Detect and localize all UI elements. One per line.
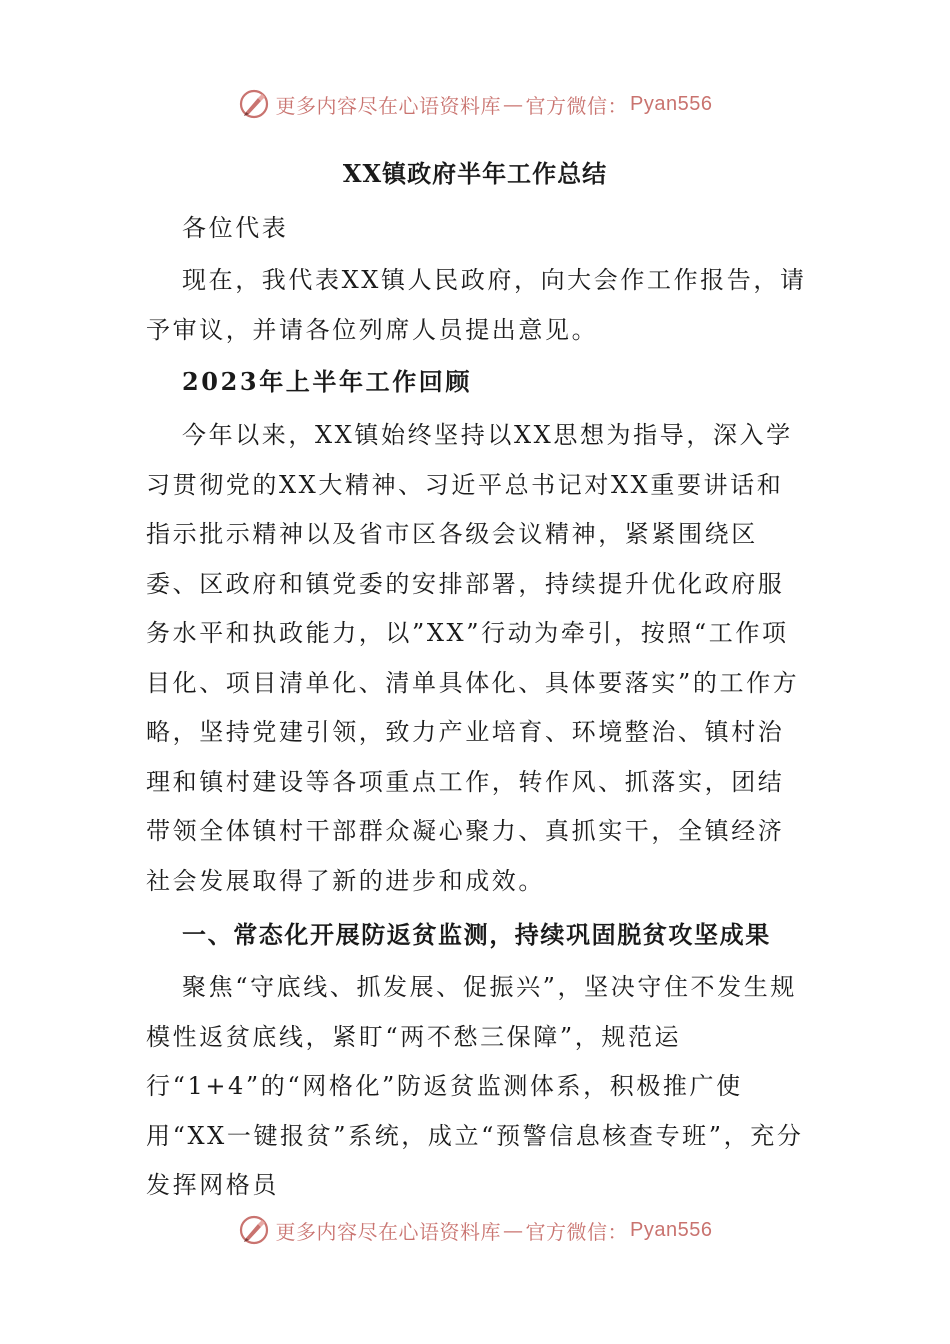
watermark-footer: [0, 1210, 950, 1250]
watermark-wechat-id: Pyan556: [630, 1218, 713, 1241]
watermark-text: 更多内容尽在心语资料库: [275, 1219, 502, 1244]
watermark-wechat-label: 官方微信：: [525, 1219, 629, 1244]
watermark-wechat-label: 官方微信：: [525, 93, 629, 118]
watermark-header: [0, 84, 950, 124]
watermark-separator: —: [503, 92, 524, 116]
page-title: XX镇政府半年工作总结: [342, 159, 608, 188]
review-paragraph: 今年以来，XX镇始终坚持以XX思想为指导，深入学习贯彻党的XX大精神、习近平总书记对XX重要讲话和指示批示精神以及省市区各级会议精神，紧紧围绕区委、区政府和镇党委的安排部署，持续提升优化政府服务水平和执政能力，以”XX”行动为牵引，按照“工作项目化、项目清单化、清单具体化、具体要落实”的工作方略，坚持党建引领，致力产业培育、环境整治、镇村治理和镇村建设等各项重点工作，转作风、抓落实，团结带领全体镇村干部群众凝心聚力、真抓实干，全镇经济社会发展取得了新的进步和成效。: [146, 421, 800, 895]
pen-logo-icon: [238, 88, 270, 120]
section-paragraph-1: 聚焦“守底线、抓发展、促振兴”，坚决守住不发生规模性返贫底线，紧盯“两不愁三保障”，规范运行“1+4”的“网格化”防返贫监测体系，积极推广使用“XX一键报贫”系统，成立“预警信息核查专班”，充分发挥网格员: [146, 973, 804, 1199]
pen-logo-icon: [238, 1214, 270, 1246]
watermark-wechat-id: Pyan556: [630, 92, 713, 115]
watermark-separator: —: [503, 1218, 524, 1242]
intro-paragraph: 现在，我代表XX镇人民政府，向大会作工作报告，请予审议，并请各位列席人员提出意见。: [146, 266, 807, 344]
watermark-text: 更多内容尽在心语资料库: [275, 93, 502, 118]
salutation: 各位代表: [182, 214, 289, 242]
section-heading-1: 一、常态化开展防返贫监测，持续巩固脱贫攻坚成果: [182, 920, 771, 949]
review-heading: 2023年上半年工作回顾: [182, 367, 472, 396]
